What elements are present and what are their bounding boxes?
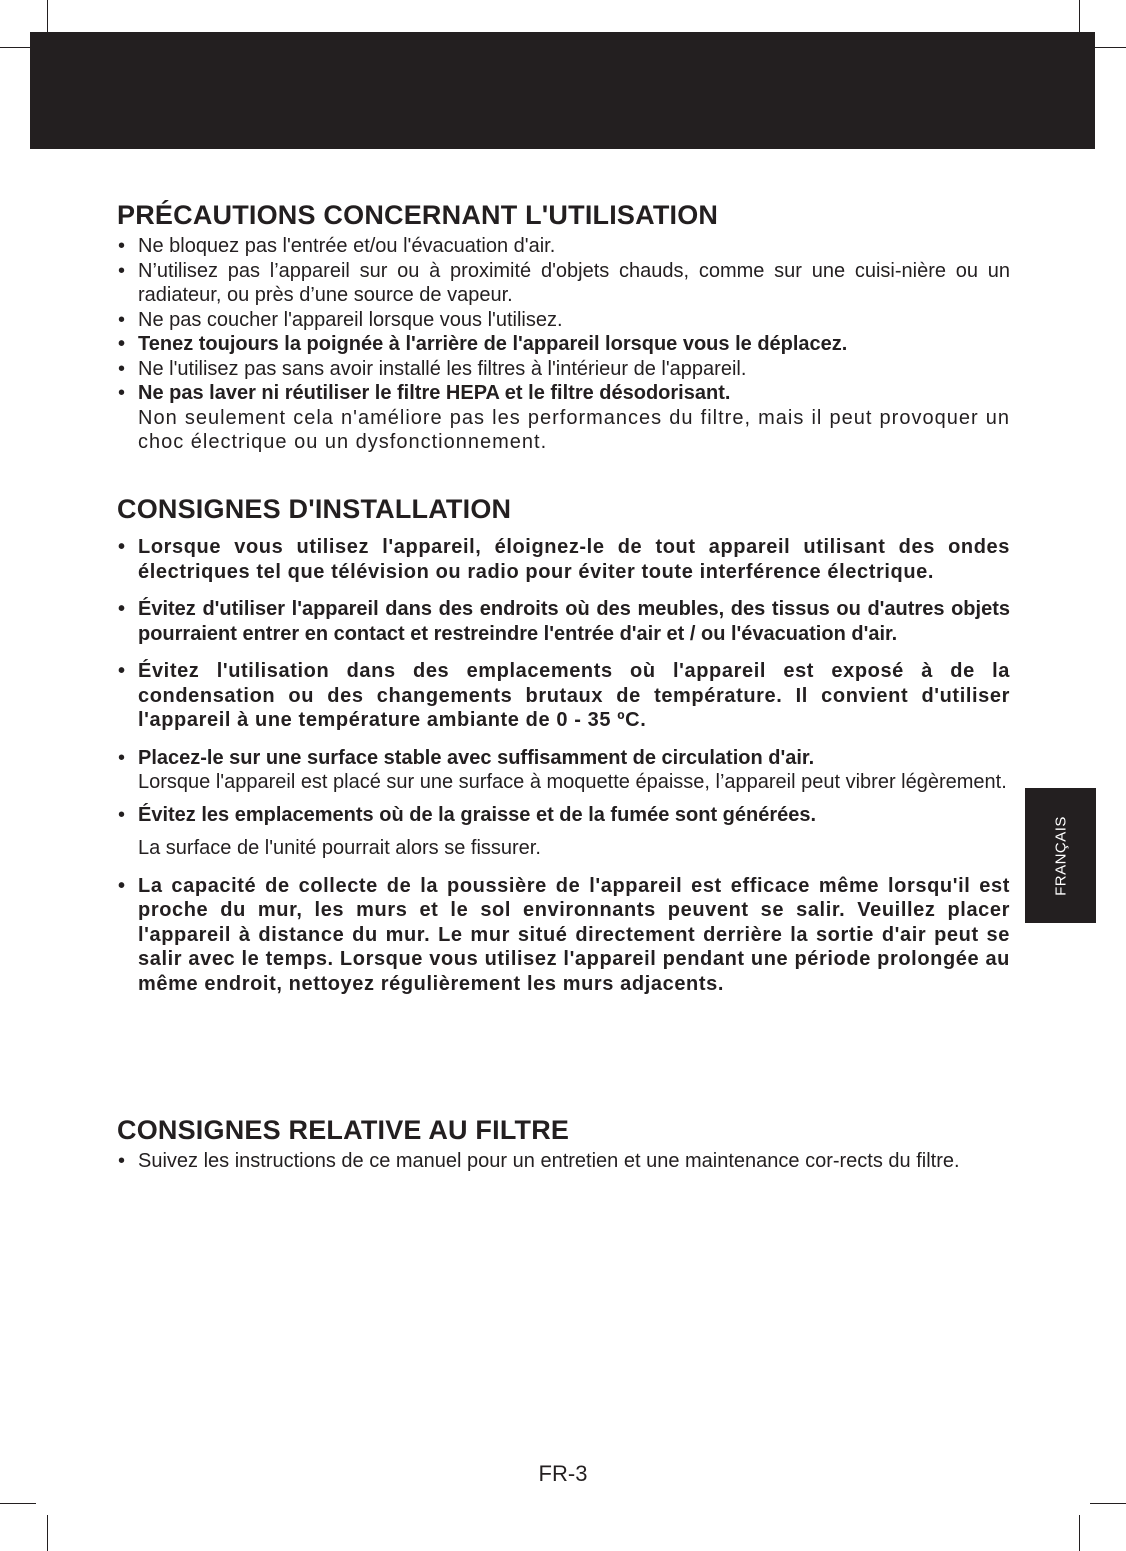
- list-item: • Ne bloquez pas l'entrée et/ou l'évacuation d'air.: [117, 234, 1010, 259]
- list-item-bold-text: • Évitez les emplacements où de la graisse et de la fumée sont générées.: [138, 803, 817, 826]
- crop-mark-top-right: [1079, 0, 1080, 36]
- list-item-text: Lorsque l'appareil est placé sur une surface à moquette épaisse, l’appareil peut vibrer légèrement.: [138, 771, 1007, 793]
- installation-section: [117, 494, 1010, 996]
- list-item: • Lorsque vous utilisez l'appareil, éloignez-le de tout appareil utilisant des ondes électriques tel que télévision ou radio pour éviter toute interférence électrique.: [117, 535, 1010, 584]
- installation-title: CONSIGNES D'INSTALLATION: [117, 494, 512, 524]
- crop-mark-bottom-right: [1079, 1515, 1080, 1551]
- crop-mark-bottom-right: [1090, 1503, 1126, 1504]
- list-item: [117, 803, 1010, 861]
- list-item: • Évitez l'utilisation dans des emplacements où l'appareil est exposé à de la condensation ou des changements brutaux de température. Il convient d'utiliser l'appareil à une température ambiante de 0 - 35 ºC.: [117, 659, 1010, 733]
- filter-title: CONSIGNES RELATIVE AU FILTRE: [117, 1115, 570, 1145]
- list-item-text: La surface de l'unité pourrait alors se fissurer.: [138, 837, 541, 859]
- page-number: FR-3: [538, 1461, 588, 1486]
- list-item: • N’utilisez pas l’appareil sur ou à proximité d'objets chauds, comme sur une cuisi-nière ou un radiateur, ou près d’une source de vapeur.: [117, 259, 1010, 308]
- list-item: • Tenez toujours la poignée à l'arrière de l'appareil lorsque vous le déplacez.: [117, 332, 1010, 357]
- list-item-text: Non seulement cela n'améliore pas les performances du filtre, mais il peut provoquer un choc électrique ou un dysfonctionnement.: [138, 406, 1010, 453]
- list-item-bold-text: • Ne pas laver ni réutiliser le filtre HEPA et le filtre désodorisant.: [138, 382, 731, 404]
- crop-mark-top-left: [47, 0, 48, 36]
- list-item: [117, 746, 1010, 795]
- list-item-bold-text: • Placez-le sur une surface stable avec suffisamment de circulation d'air.: [138, 746, 815, 769]
- list-item: • Évitez d'utiliser l'appareil dans des endroits où des meubles, des tissus ou d'autres objets pourraient entrer en contact et restreindre l'entrée d'air et / ou l'évacuation d'air.: [117, 597, 1010, 646]
- list-item: [117, 381, 1010, 455]
- precautions-list: [117, 234, 1010, 455]
- precautions-section: [117, 200, 1010, 455]
- filter-list: [117, 1149, 1010, 1174]
- list-item: • Ne pas coucher l'appareil lorsque vous l'utilisez.: [117, 308, 1010, 333]
- language-tab-label: FRANÇAIS: [1052, 815, 1069, 896]
- precautions-title: PRÉCAUTIONS CONCERNANT L'UTILISATION: [117, 200, 719, 230]
- language-tab: [1025, 788, 1096, 923]
- list-item: • La capacité de collecte de la poussière de l'appareil est efficace même lorsqu'il est proche du mur, les murs et le sol environnants peuvent se salir. Veuillez placer l'appareil à distance du mur. Le mur situé directement derrière la sortie d'air peut se salir avec le temps. Lorsque vous utilisez l'appareil pendant une période prolongée au même endroit, nettoyez régulièrement les murs adjacents.: [117, 874, 1010, 997]
- filter-section: [117, 1115, 1010, 1174]
- header-band: [30, 32, 1095, 149]
- installation-list: [117, 535, 1010, 996]
- crop-mark-top-right: [1090, 47, 1126, 48]
- list-item: • Ne l'utilisez pas sans avoir installé les filtres à l'intérieur de l'appareil.: [117, 357, 1010, 382]
- crop-mark-bottom-left: [0, 1503, 36, 1504]
- list-item: • Suivez les instructions de ce manuel pour un entretien et une maintenance cor-rects du filtre.: [117, 1149, 1010, 1174]
- crop-mark-bottom-left: [47, 1515, 48, 1551]
